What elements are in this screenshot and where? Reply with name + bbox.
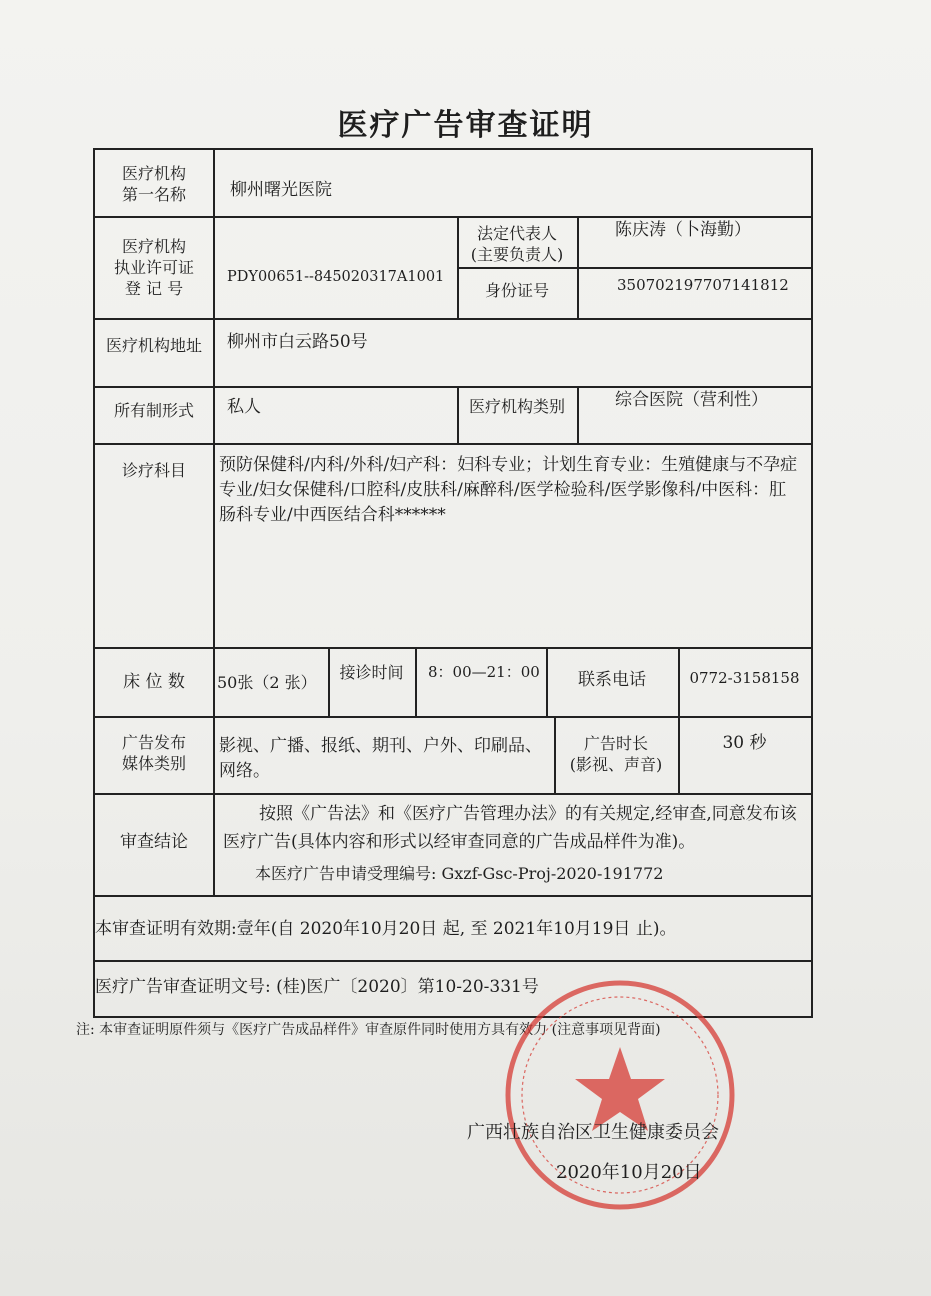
row-divider xyxy=(95,216,811,218)
beds-label: 床 位 数 xyxy=(123,672,185,692)
col-divider xyxy=(213,150,215,895)
issue-date: 2020年10月20日 xyxy=(556,1162,702,1183)
application-number: 本医疗广告申请受理编号: Gxzf-Gsc-Proj-2020-191772 xyxy=(255,864,664,883)
issuer-name: 广西壮族自治区卫生健康委员会 xyxy=(467,1122,719,1143)
hours-value: 8：00—21：00 xyxy=(428,663,540,681)
label-line: 广告时长 xyxy=(583,734,648,753)
row-divider xyxy=(95,386,811,388)
org-type-value: 综合医院（营利性） xyxy=(615,390,768,410)
media-value: 影视、广播、报纸、期刊、户外、印刷品、网络。 xyxy=(219,736,542,781)
validity-period: 本审查证明有效期:壹年(自 2020年10月20日 起, 至 2021年10月19日 止)。 xyxy=(95,919,677,939)
row-divider xyxy=(95,318,811,320)
col-divider xyxy=(577,216,579,318)
ownership-label: 所有制形式 xyxy=(113,401,194,420)
org-type-label: 医疗机构类别 xyxy=(468,397,565,416)
phone-value: 0772-3158158 xyxy=(689,669,800,687)
review-table xyxy=(93,148,813,1018)
conclusion-label: 审查结论 xyxy=(120,832,188,852)
phone-label: 联系电话 xyxy=(578,670,646,690)
certificate-number: 医疗广告审查证明文号: (桂)医广〔2020〕第10-20-331号 xyxy=(95,977,539,997)
footnote: 注: 本审查证明原件须与《医疗广告成品样件》审查原件同时使用方具有效力 (注意事项见背面) xyxy=(76,1022,661,1038)
row-divider xyxy=(95,647,811,649)
label-line: 执业许可证 xyxy=(113,258,194,277)
label-line: 医疗机构 xyxy=(121,237,186,256)
page-title: 医疗广告审查证明 xyxy=(337,108,594,143)
id-no-value: 350702197707141812 xyxy=(617,276,789,294)
conclusion-value: 按照《广告法》和《医疗广告管理办法》的有关规定,经审查,同意发布该医疗广告(具体内容和形式以经审查同意的广告成品样件为准)。 xyxy=(223,804,797,852)
label-line: 医疗机构 xyxy=(121,164,186,183)
col-divider xyxy=(415,647,417,716)
beds-value: 50张（2 张） xyxy=(217,673,317,692)
row-divider xyxy=(95,443,811,445)
label-line: (影视、声音) xyxy=(569,755,663,774)
label-line: 第一名称 xyxy=(121,185,186,204)
departments-value: 预防保健科/内科/外科/妇产科：妇科专业；计划生育专业：生殖健康与不孕症专业/妇女保健科/口腔科/皮肤科/麻醉科/医学检验科/医学影像科/中医科：肛肠科专业/中西医结合科****** xyxy=(219,455,798,525)
media-label xyxy=(95,732,213,774)
address-label: 医疗机构地址 xyxy=(105,336,202,355)
departments-label: 诊疗科目 xyxy=(121,461,186,480)
legal-rep-label xyxy=(457,223,577,265)
address-value: 柳州市白云路50号 xyxy=(227,332,368,352)
row-divider xyxy=(95,895,811,897)
id-no-label: 身份证号 xyxy=(484,281,549,300)
org-name-label xyxy=(95,163,213,205)
row-divider xyxy=(457,267,811,269)
col-divider xyxy=(577,386,579,443)
ownership-value: 私人 xyxy=(227,397,261,417)
org-name-value: 柳州曙光医院 xyxy=(230,180,332,200)
legal-rep-value: 陈庆涛（卜海勤） xyxy=(615,220,751,240)
label-line: 登 记 号 xyxy=(124,279,184,298)
duration-label xyxy=(554,733,678,775)
label-line: (主要负责人) xyxy=(470,245,564,264)
license-label xyxy=(95,236,213,299)
col-divider xyxy=(678,716,680,793)
label-line: 媒体类别 xyxy=(121,754,186,773)
row-divider xyxy=(95,960,811,962)
row-divider xyxy=(95,716,811,718)
license-value: PDY00651--845020317A1001 xyxy=(227,269,445,285)
duration-value: 30 秒 xyxy=(722,733,767,753)
row-divider xyxy=(95,793,811,795)
label-line: 广告发布 xyxy=(121,733,186,752)
hours-label: 接诊时间 xyxy=(339,663,404,682)
label-line: 法定代表人 xyxy=(476,224,557,243)
